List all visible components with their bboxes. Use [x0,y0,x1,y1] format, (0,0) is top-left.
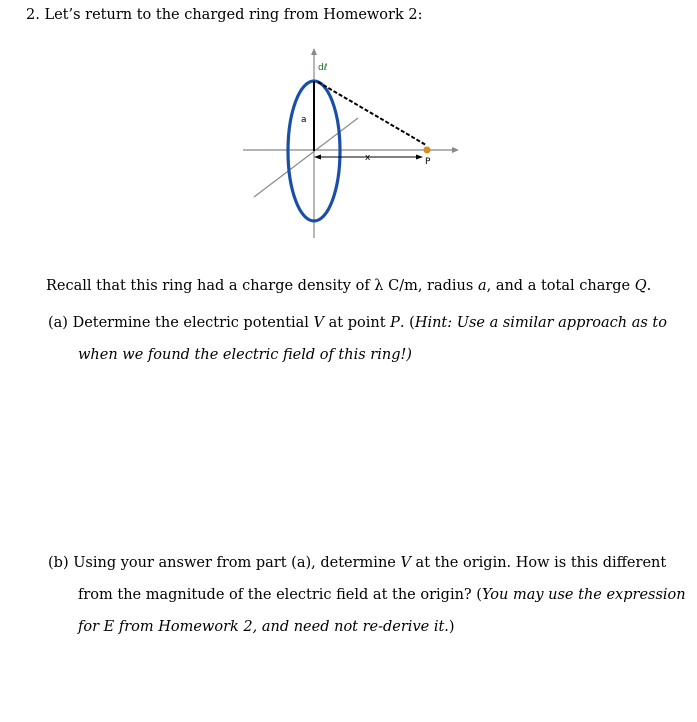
charged-ring-figure [0,0,697,260]
x-label: x [365,153,371,163]
part-a-line-1: (a) Determine the electric potential V at point P. (Hint: Use a similar approach as to [48,315,667,331]
recall-statement: Recall that this ring had a charge density of λ C/m, radius a, and a total charge Q. [46,278,652,294]
point-p-marker [424,147,431,154]
dl-label: dℓ [318,63,328,73]
part-b-line-2: from the magnitude of the electric field at the origin? (You may use the expression [78,587,686,603]
part-b-line-1: (b) Using your answer from part (a), determine V at the origin. How is this different [48,555,667,571]
part-b-line-3: for E from Homework 2, and need not re-derive it.) [78,619,455,635]
y-axis-arrowhead [311,48,317,55]
radius-label: a [301,115,307,125]
x-distance-arrowhead-left [314,155,321,160]
problem-title: 2. Let’s return to the charged ring from Homework 2: [26,7,423,23]
part-a-line-2: when we found the electric field of this ring!) [78,347,412,363]
p-label: P [425,157,431,167]
x-axis-arrowhead [452,147,459,153]
x-distance-arrowhead-right [416,155,423,160]
